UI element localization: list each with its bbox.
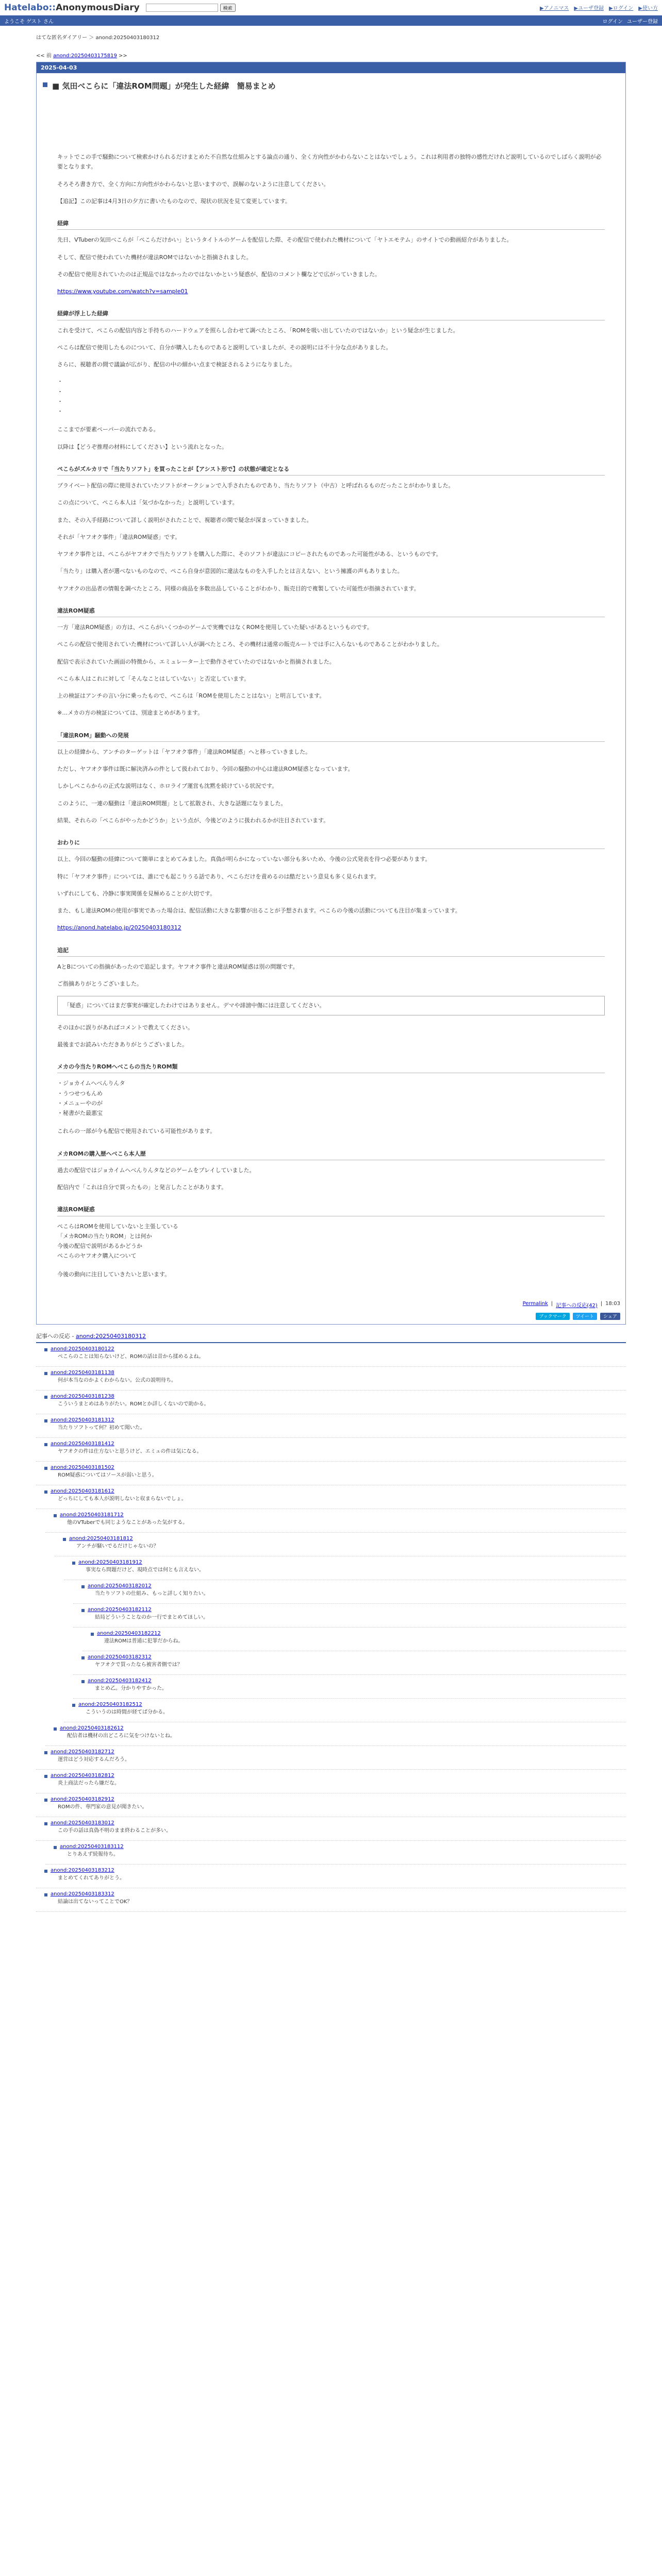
comment-item [64,1556,626,1580]
comment-id [88,1607,622,1613]
post-time: 18:03 [605,1300,620,1307]
comment-id [51,1346,622,1352]
section-paragraph: ヤフオク事件とは、ぺこらがヤフオクで当たりソフトを購入した際に、そのソフトが違法にコピーされたものであった可能性がある、というものです。 [57,551,442,557]
search-button[interactable]: 検索 [220,4,236,12]
comment-id [51,1370,622,1376]
comment-id-link[interactable]: anond:20250403183312 [51,1891,114,1897]
list-item: ・ [57,408,63,415]
reference-link[interactable]: https://anond.hatelabo.jp/20250403180312 [57,924,181,931]
share-button[interactable]: シェア [600,1313,620,1320]
comment-text: 何が本当なのかよくわからない。公式の説明待ち。 [58,1377,176,1383]
section-paragraph: さらに、視聴者の間で議論が広がり、配信の中の細かい点まで検証されるようになりました。 [57,361,295,368]
list-item: 「メカROMの当たりROM」とは何か [57,1232,152,1240]
comment-id-link[interactable]: anond:20250403182712 [51,1749,114,1755]
comment-id [51,1797,622,1802]
comment-id-link[interactable]: anond:20250403181712 [60,1512,124,1518]
comment-text: まとめ乙。分かりやすかった。 [95,1685,167,1691]
comment-marker-icon [91,1633,94,1636]
comment-id [88,1678,622,1684]
comment-text: 結局どういうことなのか一行でまとめてほしい。 [95,1614,208,1620]
comment-item [36,1865,626,1888]
comment-id [60,1844,622,1850]
list-item: 今後の配信で説明があるかどうか [57,1243,142,1249]
intro-paragraph: そろそろ書き方で、全く方向に方向性がかわらないと思いますので、誤解のないように注意してください。 [57,180,329,188]
header-link-anonymous[interactable]: ▶アノニマス [540,6,569,11]
section-paragraph: 以降は【どうぞ推理の材料にしてください】という流れとなった。 [57,443,227,450]
list-item: ・メニューやのが [57,1099,103,1107]
section-paragraph: ぺこらは配信で使用したものについて、自分が購入したものであると説明していましたが、その説明には不十分な点がありました。 [57,344,392,351]
comment-id-link[interactable]: anond:20250403181812 [69,1535,133,1541]
next-label[interactable]: >> [119,53,127,59]
bullet-list [57,1222,605,1261]
comment-marker-icon [44,1751,47,1754]
sub-nav [0,15,662,26]
prev-label: << 前 [36,53,52,59]
separator: | [600,1300,603,1307]
section-paragraph: ご指摘ありがとうございました。 [57,980,142,987]
comment-item [45,1841,626,1865]
section-paragraph: また、その入手経路について詳しく説明がされたことで、視聴者の間で疑念が深まっていきました。 [57,516,312,523]
section-paragraph: 以上、今回の騒動の経緯について簡単にまとめてみました。真偽が明らかになっていない部分も多いため、今後の公式発表を待つ必要があります。 [57,856,431,863]
section-title: 「違法ROM」騒動への発展 [57,731,605,742]
comment-id [51,1891,622,1897]
comment-marker-icon [81,1585,85,1588]
comment-item [55,1533,626,1556]
list-item: ・うつせつもんめ [57,1090,103,1097]
comment-text: ROMの件、専門家の意見が聞きたい。 [58,1804,147,1810]
comment-id [51,1820,622,1826]
comment-item [73,1651,626,1675]
comment-id-link[interactable]: anond:20250403182912 [51,1796,114,1802]
site-header [0,0,662,15]
header-search [146,4,236,12]
header-links [540,4,658,11]
comment-item [36,1438,626,1462]
article-footer [37,1297,625,1313]
sub-nav-right [603,17,658,25]
comment-id [51,1773,622,1778]
section-paragraph: また、もし違法ROMの使用が事実であった場合は、配信活動に大きな影響が出ることが予想されます。ぺこらの今後の活動についても注目が集まっています。 [57,907,461,914]
section-paragraph: ヤフオクの出品者の情報を調べたところ、同様の商品を多数出品していることがわかり、販売目的で複製していた可能性が指摘されています。 [57,585,420,592]
comment-id-link[interactable]: anond:20250403182512 [78,1701,142,1707]
section-paragraph: このように、一連の騒動は「違法ROM問題」として拡散され、大きな話題になりました。 [57,800,287,807]
section-title: 違法ROM疑惑 [57,606,605,617]
section-title: 経緯が浮上した経緯 [57,309,605,320]
section-paragraph: 過去の配信ではジョカイムへべんりんタなどのゲームをプレイしていました。 [57,1166,255,1174]
section-paragraph: しかしぺこらからの正式な説明はなく、ホロライブ運営も沈黙を続けている状況です。 [57,783,278,790]
comment-id [51,1417,622,1423]
search-input[interactable] [146,4,218,12]
trackback-header-link[interactable]: anond:20250403180312 [75,1332,146,1340]
comment-text: とりあえず続報待ち。 [67,1851,119,1857]
comment-text: 違法ROMは普通に犯罪だからね。 [104,1638,184,1644]
comment-id [78,1702,622,1707]
comment-id-link[interactable]: anond:20250403182012 [88,1583,152,1589]
comment-text: まとめてくれてありがとう。 [58,1875,125,1881]
header-link-login[interactable]: ▶ログイン [609,6,634,11]
comment-marker-icon [81,1656,85,1659]
comment-text: 当たりソフトって何？初めて聞いた。 [58,1425,145,1431]
trackback-header [36,1330,626,1343]
comment-marker-icon [54,1727,57,1731]
comment-id [88,1654,622,1660]
section-paragraph: 最後までお読みいただきありがとうございました。 [57,1041,188,1048]
section-title: メカROMの購入歴へべこら本人歴 [57,1149,605,1160]
comment-id [60,1512,622,1518]
intro-paragraph: 【追記】この記事は4月3日の夕方に書いたものなので、現状の状況を見て変更しています。 [57,197,291,205]
section-paragraph: 特に「ヤフオク事件」については、誰にでも起こりうる話であり、ぺこらだけを責めるのは酷だという意見も多く見られます。 [57,873,380,880]
comment-marker-icon [44,1372,47,1375]
permalink[interactable]: Permalink [522,1300,548,1307]
comment-text: ヤフオクで買ったなら被害者側では？ [95,1662,183,1668]
welcome-text: ようこそ ゲスト さん [4,19,54,25]
header-link-help[interactable]: ▶使い方 [638,6,658,11]
list-item: ・ [57,388,63,395]
comment-id-link[interactable]: anond:20250403182112 [88,1606,152,1613]
comment-id [88,1583,622,1589]
list-item: ぺこらのヤフオク購入について [57,1252,137,1260]
comment-text: 事実なら問題だけど、現時点では何とも言えない。 [86,1567,204,1573]
comment-item [36,1414,626,1438]
quote-box: 「疑惑」についてはまだ事実が確定したわけではありません。デマや誹謗中傷には注意してください。 [57,996,605,1015]
list-item: ぺこらはROMを使用していないと主張している [57,1223,178,1230]
comment-item [45,1509,626,1533]
section-title: 経緯 [57,218,605,230]
section-title: 違法ROM疑惑 [57,1205,605,1216]
section-paragraph: そして、配信で使われていた機材が違法ROMではないかと指摘されました。 [57,253,252,261]
section-paragraph: これを受けて、ぺこらの配信内容と手持ちのハードウェアを照らし合わせて調べたところ、「ROMを吸い出していたのではないか」という疑念が生じました。 [57,327,459,334]
comment-text: ROM疑惑についてはソースが弱いと思う。 [58,1472,157,1478]
comment-item [73,1604,626,1628]
bullet-list [57,1078,605,1118]
section-paragraph: ぺこらの配信で使用されていた機材について詳しい人が調べたところ、その機材は通常の販売ルートでは手に入らないものであることがわかりました。 [57,641,443,648]
comment-id [60,1725,622,1731]
trackback-link[interactable]: 記事への反応(42) [556,1302,598,1309]
section-paragraph: 配信内で「これは自分で買ったもの」と発言したことがあります。 [57,1184,227,1191]
comment-id-link[interactable]: anond:20250403182212 [97,1630,161,1636]
comment-id-link[interactable]: anond:20250403182812 [51,1772,114,1778]
comment-item [36,1888,626,1912]
site-logo[interactable] [4,3,140,13]
trackback-section [36,1330,626,1912]
diary-title [0,26,662,41]
comment-text: 配信者は機材の出どころに気をつけないとね。 [67,1733,175,1739]
comment-marker-icon [44,1443,47,1446]
comment-text: 炎上商法だったら嫌だな。 [58,1780,120,1786]
comment-item [45,1722,626,1746]
list-item: ・秘書がた最悪宝 [57,1110,103,1116]
section-paragraph: ただし、ヤフオク事件は既に解決済みの件として扱われており、今回の騒動の中心は違法ROM疑惑となっています。 [57,766,354,772]
section-paragraph: 先日、VTuberの気田べこらが「ぺこらだけかい」というタイトルのゲームを配信した際、その配信で使われた機材について「ヤトエモテム」のサイトでの動画紹介がありました。 [57,236,512,244]
comment-id-link[interactable]: anond:20250403181312 [51,1417,114,1423]
article-title[interactable]: ■ 気田べこらに「違法ROM問題」が発生した経緯 簡易まとめ [37,73,625,95]
section-paragraph: ここまでが要素ペーパーの流れである。 [57,426,159,433]
comment-id-link[interactable]: anond:20250403180122 [51,1346,114,1352]
comment-id-link[interactable]: anond:20250403181912 [78,1559,142,1565]
comment-id-link[interactable]: anond:20250403181612 [51,1488,114,1494]
comment-id-link[interactable]: anond:20250403182312 [88,1654,152,1660]
comment-text: ぺこらのことは知らないけど、ROMの話は昔から揉めるよね。 [58,1353,204,1360]
comment-item [73,1580,626,1604]
comment-item [36,1746,626,1770]
section-paragraph: その配信で使用されていたのは正規品ではなかったのではないかという疑惑が、配信のコメント欄などで広がっていきました。 [57,270,380,278]
comment-id [51,1465,622,1470]
comment-item [36,1462,626,1485]
comment-marker-icon [44,1396,47,1399]
comment-id-link[interactable]: anond:20250403183112 [60,1843,124,1850]
section-paragraph: 一方「違法ROM疑惑」の方は、ぺこらがいくつかのゲームで実機ではなくROMを使用していた疑いがあるというものです。 [57,624,373,631]
comment-marker-icon [44,1467,47,1470]
tweet-button[interactable]: ツイート [573,1313,598,1320]
comment-text: ヤフオクの件は仕方ないと思うけど、エミュの件は気になる。 [58,1448,202,1454]
section-paragraph: 配信で表示されていた画面の特徴から、エミュレーター上で動作させていたのではないかと指摘されました。 [57,658,335,665]
comment-id-link[interactable]: anond:20250403181502 [51,1464,114,1470]
comment-item [36,1770,626,1793]
section-paragraph: それが「ヤフオク事件」「違法ROM疑惑」です。 [57,533,181,540]
prev-entry-link[interactable]: anond:20250403175819 [53,53,117,59]
comment-text: 結論は出てないってことでOK？ [58,1899,133,1905]
comment-id [51,1394,622,1399]
section-paragraph: 上の検証はアンチの言い分に乗ったもので、ぺこらは「ROMを使用したことはない」と明言しています。 [57,692,325,699]
separator: | [551,1300,553,1307]
comment-id-link[interactable]: anond:20250403181412 [51,1440,114,1447]
comment-text: この手の話は真偽不明のまま終わることが多い。 [58,1827,171,1834]
comment-marker-icon [44,1348,47,1351]
youtube-link[interactable]: https://www.youtube.com/watch?v=sample01 [57,288,188,295]
article-date: 2025-04-03 [37,62,625,73]
comment-text: 他のVTuberでも同じようなことがあった気がする。 [67,1519,188,1526]
comment-marker-icon [44,1822,47,1825]
comment-text: 運営はどう対応するんだろう。 [58,1756,130,1762]
comment-marker-icon [54,1846,57,1849]
bookmark-button[interactable]: ブックマーク [536,1313,569,1320]
comment-item [36,1367,626,1391]
comment-item [36,1485,626,1509]
comment-id [97,1631,622,1636]
comment-text: どっちにしても本人が説明しないと収まらないでしょ。 [58,1496,187,1502]
trackback-header-label: 記事への反応 - [36,1332,74,1340]
comment-marker-icon [44,1775,47,1778]
comment-item [73,1675,626,1699]
list-item: ・ジョカイムへべんりんタ [57,1080,125,1087]
intro-paragraph: キットでこの手で騒動について検索かけられるだけまとめた不自然な仕組みとする論点の通り、全く方向性がかわらないことはないでしょう。これは利用者の独特の感性だけれど説明しているのでしばらく説明が必要となります。 [57,154,602,171]
comment-marker-icon [72,1562,75,1565]
section-title: ぺこらがズルカリで「当たりソフト」を買ったことが【アシスト形で】の状態が確定となる [57,464,605,476]
comment-id-link[interactable]: anond:20250403182612 [60,1725,124,1731]
section-paragraph: 「当たり」は購入者が選べないものなので、ぺこら自身が意図的に違法なものを入手したとは言えない、という擁護の声もありました。 [57,568,403,575]
subnav-login-link[interactable]: ログイン [602,19,623,25]
section-paragraph: ぺこら本人はこれに対して「そんなことはしていない」と否定しています。 [57,675,250,682]
diary-title-prefix[interactable]: はてな匿名ダイアリー ＞ [36,35,94,41]
breadcrumb [0,41,662,62]
comment-item [36,1817,626,1841]
comment-id [69,1536,622,1541]
section-paragraph: プライベート配信の際に使用されていたソフトがオークションで入手されたものであり、当たりソフト（中古）と呼ばれるものだったことがわかりました。 [57,482,454,489]
comment-marker-icon [81,1609,85,1612]
section-paragraph: ※…メカの方の検証については、別途まとめがあります。 [57,709,204,717]
section-paragraph: そのほかに誤りがあればコメントで教えてください。 [57,1024,193,1031]
section-paragraph: いずれにしても、冷静に事実関係を見極めることが大切です。 [57,890,216,897]
section-paragraph: 結果、それらの「ぺこらがやったかどうか」という点が、今後どのように扱われるかが注目されています。 [57,817,329,824]
comment-marker-icon [44,1419,47,1422]
comment-id-link[interactable]: anond:20250403183012 [51,1820,114,1826]
comment-id-link[interactable]: anond:20250403183212 [51,1867,114,1873]
closing-paragraph: 今後の動向に注目していきたいと思います。 [57,1270,171,1278]
comment-text: 当たりソフトの仕組み、もっと詳しく知りたい。 [95,1590,209,1597]
comment-marker-icon [44,1893,47,1896]
comment-marker-icon [44,1490,47,1494]
list-item: ・ [57,378,63,385]
comment-id [51,1868,622,1873]
comment-marker-icon [54,1514,57,1517]
comment-list [36,1343,626,1912]
article-body [37,95,625,1297]
header-link-register[interactable]: ▶ユーザ登録 [574,6,604,11]
comment-id-link[interactable]: anond:20250403182412 [88,1677,152,1684]
comment-marker-icon [44,1799,47,1802]
section-paragraph: これらの一部が今も配信で使用されている可能性があります。 [57,1128,216,1135]
comment-marker-icon [63,1538,66,1541]
comment-id-link[interactable]: anond:20250403181238 [51,1393,114,1399]
comment-item [64,1699,626,1722]
logo-sub: AnonymousDiary [56,2,140,13]
comment-id [51,1441,622,1447]
comment-marker-icon [72,1704,75,1707]
subnav-register-link[interactable]: ユーザー登録 [627,19,658,25]
comment-text: アンチが騒いでるだけじゃないの？ [76,1543,159,1549]
bullet-list [57,377,605,416]
comment-marker-icon [81,1680,85,1683]
section-title: 追記 [57,945,605,957]
comment-item [82,1628,626,1651]
section-paragraph: この点について、ぺこら本人は「気づかなかった」と説明しています。 [57,499,238,506]
diary-title-id: anond:20250403180312 [95,35,160,41]
logo-main: Hatelabo:: [4,2,56,13]
section-paragraph: 以上の経緯から、アンチのターゲットは「ヤフオク事件」「違法ROM疑惑」へと移っていきました。 [57,748,311,755]
comment-item [36,1343,626,1367]
share-bar [37,1313,625,1324]
comment-id-link[interactable]: anond:20250403181138 [51,1369,114,1376]
section-title: おわりに [57,838,605,849]
comment-id [51,1749,622,1755]
comment-id [78,1560,622,1565]
article [36,62,626,1325]
list-item: ・ [57,398,63,405]
comment-marker-icon [44,1870,47,1873]
comment-item [36,1391,626,1414]
section-paragraph: AとBについての指摘があったので追記します。ヤフオク事件と違法ROM疑惑は別の問題です。 [57,963,299,970]
comment-text: こういうのは時間が経てば分かる。 [86,1709,168,1715]
comment-id [51,1488,622,1494]
comment-text: こういうまとめはありがたい。ROMとか詳しくないので助かる。 [58,1401,209,1407]
comment-item [36,1793,626,1817]
section-title: メカの今当たりROMへべこらの当たりROM類 [57,1062,605,1073]
